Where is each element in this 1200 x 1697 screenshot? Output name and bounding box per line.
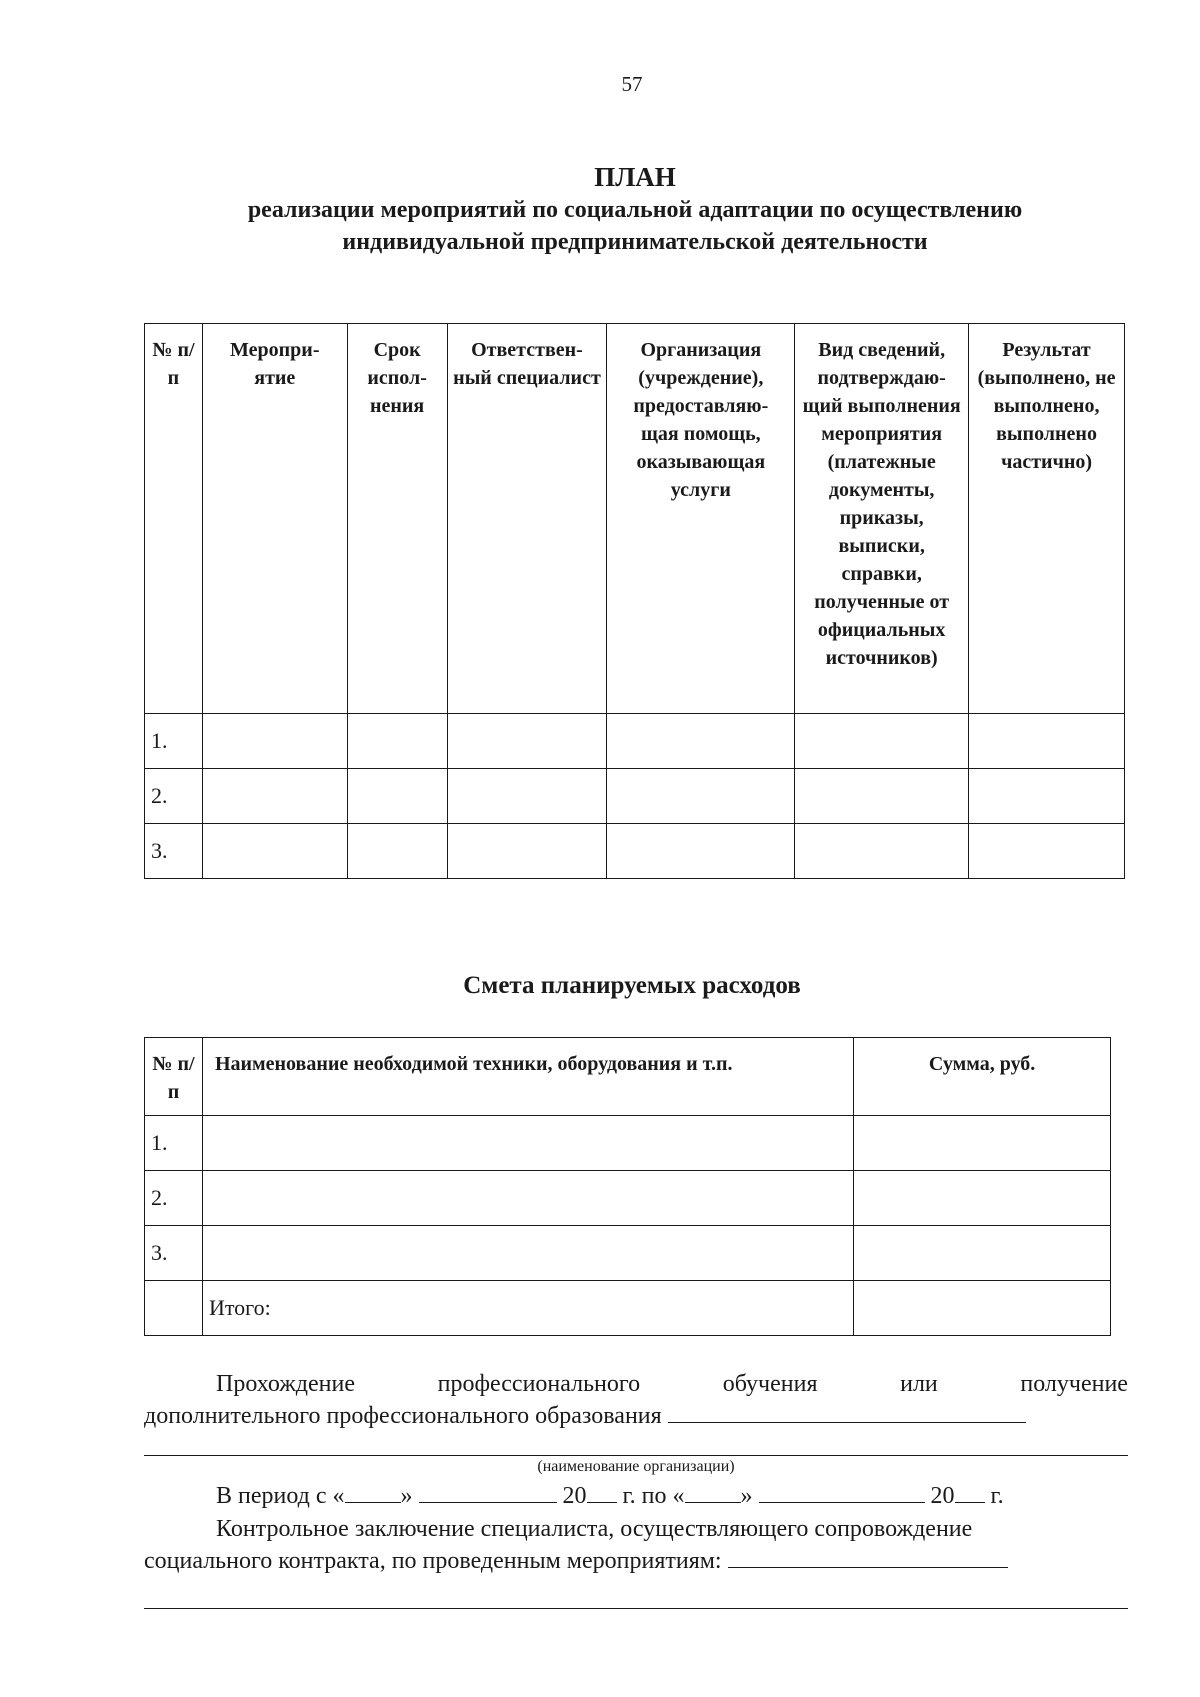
conclusion-line2 (144, 1545, 1128, 1577)
plan-header-number: № п/п (145, 324, 203, 714)
table-cell[interactable] (447, 824, 607, 879)
budget-table-header-row (145, 1038, 1111, 1116)
period-prefix: В период с « (216, 1483, 345, 1509)
table-row (145, 1171, 1111, 1226)
row-number: 2. (145, 769, 203, 824)
period-to: г. по « (616, 1483, 685, 1509)
training-paragraph (144, 1368, 1128, 1432)
conclusion-line2-text: социального контракта, по проведенным мероприятиям: (144, 1548, 722, 1574)
plan-header-organization: Организация (учреждение), предоставляю- щая помощь, оказывающая услуги (607, 324, 795, 714)
training-word: или (900, 1371, 938, 1397)
table-cell[interactable] (447, 769, 607, 824)
budget-title: Смета планируемых расходов (463, 972, 801, 999)
title-block (140, 160, 1130, 258)
table-cell[interactable] (969, 769, 1125, 824)
total-sum-cell[interactable] (854, 1281, 1111, 1336)
table-cell[interactable] (447, 714, 607, 769)
training-word: обучения (722, 1371, 818, 1397)
table-cell[interactable] (607, 714, 795, 769)
organization-name-line[interactable] (144, 1455, 1128, 1456)
table-cell[interactable] (607, 824, 795, 879)
conclusion-line[interactable] (144, 1608, 1128, 1609)
table-row (145, 1226, 1111, 1281)
table-cell[interactable] (854, 1226, 1111, 1281)
table-cell[interactable] (347, 769, 447, 824)
organization-caption: (наименование организации) (537, 1458, 735, 1475)
row-number: 1. (145, 714, 203, 769)
document-title: ПЛАН (594, 162, 676, 192)
period-end-year-blank[interactable] (955, 1480, 985, 1503)
conclusion-blank[interactable] (728, 1545, 1008, 1568)
conclusion-paragraph (144, 1513, 1128, 1577)
table-cell[interactable] (347, 714, 447, 769)
period-line (216, 1480, 1128, 1512)
plan-header-evidence: Вид сведений, подтверждаю- щий выполнения мероприятия (платежные документы, приказы, выписки, справки, полученные от официальных источников) (795, 324, 969, 714)
table-cell[interactable] (969, 714, 1125, 769)
period-end-quote-close: » (740, 1483, 753, 1509)
table-cell[interactable] (854, 1171, 1111, 1226)
period-end: г. (984, 1483, 1004, 1509)
plan-table (144, 323, 1125, 879)
table-row (145, 714, 1125, 769)
document-subtitle-line1: реализации мероприятий по социальной адаптации по осуществлению (247, 197, 1023, 223)
table-cell[interactable] (795, 824, 969, 879)
training-word: Прохождение (216, 1371, 356, 1397)
training-word: получение (1020, 1371, 1128, 1397)
training-word: профессионального (437, 1371, 641, 1397)
period-end-year-prefix: 20 (930, 1483, 955, 1509)
table-cell[interactable] (969, 824, 1125, 879)
conclusion-line1: Контрольное заключение специалиста, осуществляющего сопровождение (216, 1516, 973, 1542)
table-cell[interactable] (202, 1171, 853, 1226)
table-cell[interactable] (607, 769, 795, 824)
table-cell[interactable] (202, 714, 347, 769)
period-start-month-blank[interactable] (419, 1480, 557, 1503)
table-cell[interactable] (854, 1116, 1111, 1171)
document-subtitle-line2: индивидуальной предпринимательской деятельности (342, 229, 928, 255)
plan-table-header-row (145, 324, 1125, 714)
period-end-day-blank[interactable] (685, 1480, 741, 1503)
row-number: 3. (145, 1226, 203, 1281)
row-number: 1. (145, 1116, 203, 1171)
row-number: 2. (145, 1171, 203, 1226)
budget-total-row (145, 1281, 1111, 1336)
table-cell[interactable] (347, 824, 447, 879)
table-row (145, 824, 1125, 879)
training-line1 (144, 1368, 1128, 1400)
budget-header-name: Наименование необходимой техники, оборудования и т.п. (202, 1038, 853, 1116)
table-row (145, 1116, 1111, 1171)
plan-header-deadline: Срок испол- нения (347, 324, 447, 714)
table-cell (145, 1281, 203, 1336)
period-start-year-blank[interactable] (587, 1480, 617, 1503)
budget-header-number: № п/п (145, 1038, 203, 1116)
period-end-month-blank[interactable] (759, 1480, 925, 1503)
table-row (145, 769, 1125, 824)
plan-header-responsible: Ответствен- ный специалист (447, 324, 607, 714)
training-blank[interactable] (668, 1400, 1026, 1423)
training-line2-text: дополнительного профессионального образования (144, 1403, 662, 1429)
total-label: Итого: (202, 1281, 853, 1336)
period-start-year-prefix: 20 (562, 1483, 587, 1509)
table-cell[interactable] (795, 714, 969, 769)
period-start-day-blank[interactable] (345, 1480, 401, 1503)
training-line2 (144, 1400, 1128, 1432)
row-number: 3. (145, 824, 203, 879)
period-quote-close: » (400, 1483, 413, 1509)
table-cell[interactable] (795, 769, 969, 824)
budget-header-sum: Сумма, руб. (854, 1038, 1111, 1116)
table-cell[interactable] (202, 1226, 853, 1281)
table-cell[interactable] (202, 824, 347, 879)
page-number: 57 (621, 72, 643, 96)
plan-header-activity: Меропри- ятие (202, 324, 347, 714)
plan-header-result: Результат (выполнено, не выполнено, выполнено частично) (969, 324, 1125, 714)
table-cell[interactable] (202, 769, 347, 824)
budget-table (144, 1037, 1111, 1336)
table-cell[interactable] (202, 1116, 853, 1171)
